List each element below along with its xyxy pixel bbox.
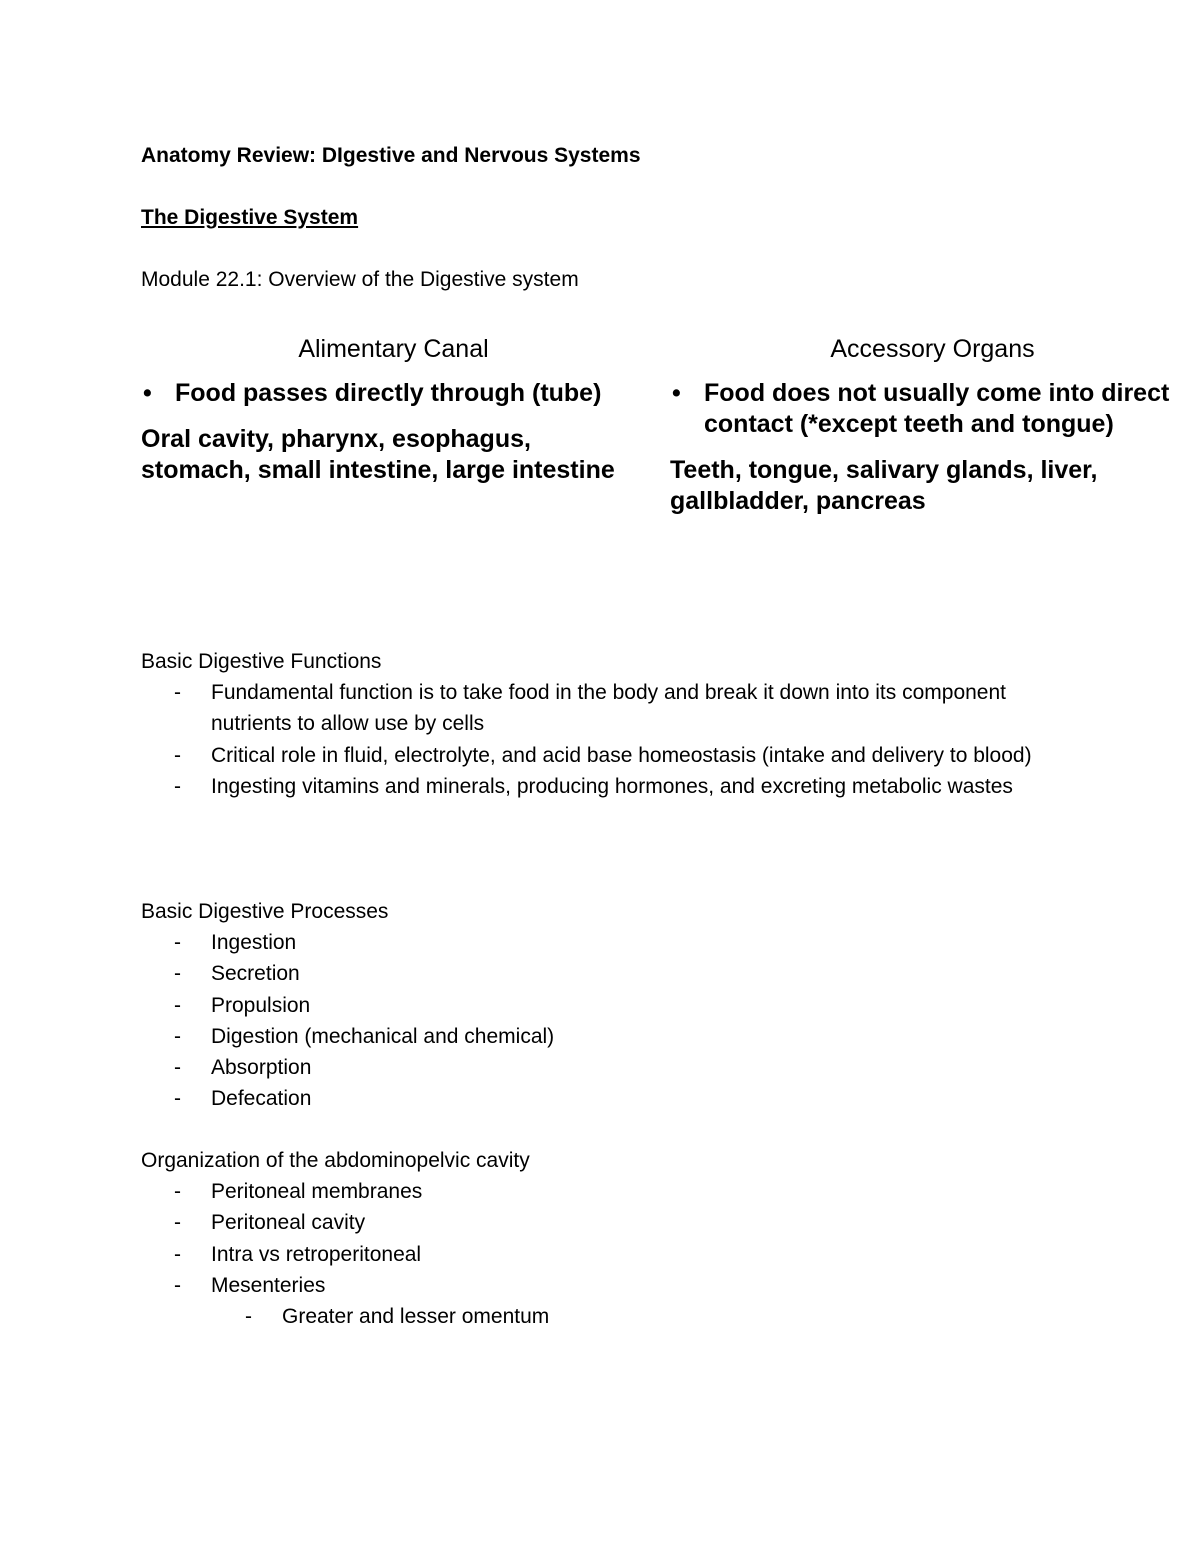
dash-icon: - [174, 1056, 181, 1080]
list-item: - Propulsion [141, 990, 1141, 1021]
list-item: - Fundamental function is to take food in the body and break it down into its component nutrients to allow use by cells [141, 677, 1071, 740]
list-item: - Ingestion [141, 927, 1141, 958]
document-title: Anatomy Review: DIgestive and Nervous Systems [141, 144, 641, 167]
dash-icon: - [174, 1273, 181, 1297]
digestive-processes-section [141, 896, 1141, 1115]
dash-icon: - [174, 774, 181, 798]
dash-icon: - [174, 1211, 181, 1235]
section-heading: The Digestive System [141, 206, 359, 229]
dash-icon: - [174, 1024, 181, 1048]
list-item: - Ingesting vitamins and minerals, producing hormones, and excreting metabolic wastes [141, 771, 1071, 802]
list-item: - Peritoneal membranes [141, 1176, 1141, 1207]
list-item: - Mesenteries [141, 1270, 1141, 1301]
accessory-organs-column [670, 332, 1195, 517]
alimentary-canal-column [141, 332, 646, 486]
bullet-icon: • [672, 379, 681, 407]
dash-icon: - [174, 681, 181, 704]
dash-icon: - [174, 743, 181, 767]
list-item: - Critical role in fluid, electrolyte, and acid base homeostasis (intake and delivery to blood) [141, 740, 1071, 771]
accessory-organs-title: Accessory Organs [830, 335, 1035, 363]
digestive-functions-section [141, 646, 1141, 802]
bullet-icon: • [143, 379, 152, 407]
alimentary-canal-bullet-text: Food passes directly through (tube) [175, 379, 602, 407]
dash-icon: - [174, 1180, 181, 1203]
digestive-processes-title: Basic Digestive Processes [141, 900, 389, 923]
accessory-organs-list: Teeth, tongue, salivary glands, liver, gallbladder, pancreas [670, 456, 1098, 515]
accessory-organs-bullet [670, 378, 1195, 440]
sub-list-item: - Greater and lesser omentum [141, 1301, 1141, 1332]
dash-icon: - [245, 1305, 252, 1329]
list-item: - Secretion [141, 958, 1141, 989]
alimentary-canal-bullet [141, 378, 646, 409]
dash-icon: - [174, 1242, 181, 1266]
alimentary-canal-title: Alimentary Canal [298, 335, 489, 363]
list-item: - Defecation [141, 1083, 1141, 1114]
accessory-organs-bullet-text: Food does not usually come into direct contact (*except teeth and tongue) [704, 379, 1170, 438]
dash-icon: - [174, 1087, 181, 1111]
abdominopelvic-organization-section [141, 1145, 1141, 1332]
list-item: - Digestion (mechanical and chemical) [141, 1021, 1141, 1052]
abdominopelvic-organization-title: Organization of the abdominopelvic cavity [141, 1149, 530, 1172]
dash-icon: - [174, 931, 181, 954]
list-item: - Intra vs retroperitoneal [141, 1239, 1141, 1270]
digestive-functions-title: Basic Digestive Functions [141, 650, 382, 673]
list-item: - Absorption [141, 1052, 1141, 1083]
list-item: - Peritoneal cavity [141, 1207, 1141, 1238]
dash-icon: - [174, 962, 181, 986]
alimentary-canal-organs: Oral cavity, pharynx, esophagus, stomach, small intestine, large intestine [141, 425, 615, 484]
module-heading: Module 22.1: Overview of the Digestive system [141, 268, 579, 291]
dash-icon: - [174, 993, 181, 1017]
